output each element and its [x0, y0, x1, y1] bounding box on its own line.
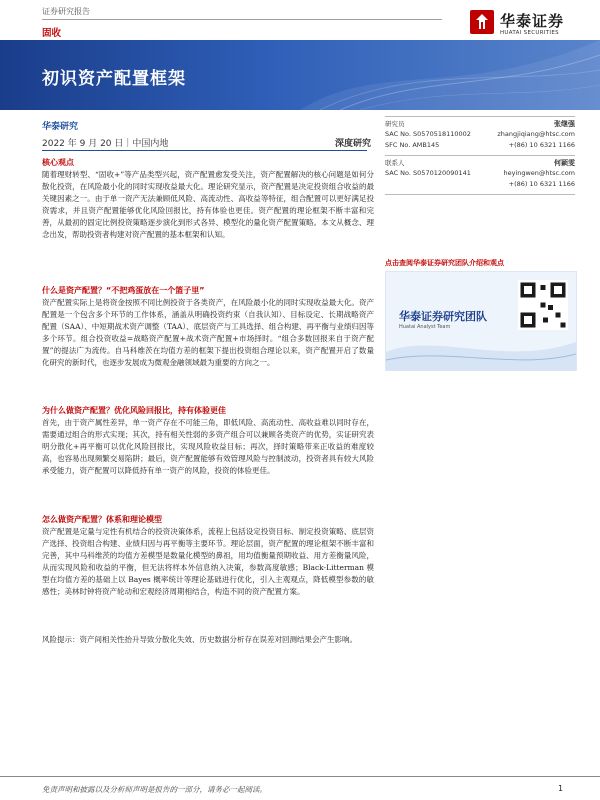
analyst-1-row-1 [385, 119, 575, 128]
section-heading-how: 怎么做资产配置？体系和理论模型 [42, 515, 162, 524]
huatai-logo-icon [470, 10, 494, 34]
title-banner [0, 40, 600, 110]
page-number: 1 [558, 784, 564, 793]
analyst-2-row-2 [385, 169, 575, 177]
analyst-phone: +(86) 10 6321 1166 [508, 141, 575, 149]
analyst-role: 研究员 [385, 120, 405, 128]
logo-chinese-text: 华泰证券 [500, 12, 565, 30]
qr-caption-link[interactable]: 点击查阅华泰证券研究团队介绍和观点 [385, 259, 504, 267]
section-heading-what: 什么是资产配置？“不把鸡蛋放在一个篮子里” [42, 286, 205, 295]
huatai-logo [470, 8, 585, 44]
date-region: 2022 年 9 月 20 日｜中国内地 [42, 139, 169, 149]
analyst-email-link[interactable]: zhangjiqiang@htsc.com [497, 130, 575, 138]
report-type-label: 证券研究报告 [42, 7, 90, 16]
section-heading-core: 核心观点 [42, 158, 74, 167]
top-divider [42, 19, 442, 20]
qr-team-card[interactable] [385, 271, 577, 371]
page-title: 初识资产配置框架 [42, 69, 186, 89]
analyst-sfc: SFC No. AMB145 [385, 141, 440, 149]
section-body-why: 首先，由于资产属性差异，单一资产存在不可能三角，即低风险、高流动性、高收益难以同时存在，需要通过组合的形式实现；其次，持有相关性弱的多资产组合可以兼顾各类资产的优势，实证研究表明分散化+再平衡可以优化风险回报比，实现风险收益目标；再次，择时策略带来正收益的难度较高，也容易出现频繁交易陷阱；最后，资产配置能够有效管理风险与控制波动，投资者具有较大风险承受能力，资产配置可以降低持有单一资产的风险，投资的体验更佳。 [42, 418, 374, 475]
meta-divider [42, 150, 367, 151]
research-label: 华泰研究 [42, 122, 79, 132]
analyst-divider [385, 194, 575, 195]
risk-warning: 风险提示：资产间相关性抬升导致分散化失效、历史数据分析存在误差对回测结果会产生影响。 [42, 635, 357, 644]
analyst-2-row-1 [385, 158, 575, 167]
logo-english-text: HUATAI SECURITIES [500, 30, 559, 36]
qr-card-subtitle: Huatai Analyst Team [399, 324, 451, 330]
analyst-sac: SAC No. S0570120090141 [385, 169, 471, 177]
disclaimer-text: 免责声明和披露以及分析师声明是报告的一部分，请务必一起阅读。 [42, 785, 267, 794]
section-body-what: 资产配置实际上是将资金按照不同比例投资于各类资产，在风险最小化的同时实现收益最大化。资产配置是一个包含多个环节的工作体系，涵盖从明确投资约束（自我认知）、目标设定、长期战略资产配置（SAA）、中短期战术资产调整（TAA）、底层资产与工具选择、组合构建、再平衡与业绩归因等多个环节。组合投资收益=战略资产配置+战术资产配置+市场择时。“组合多数回报来自于资产配置”的提法广为流传。自马科维茨在均值方差的框架下提出投资组合理论以来，资产配置开启了数量化研究的新时代，也逐步发展成为微观金融领域最为重要的方向之一。 [42, 298, 374, 367]
category-tag: 固收 [42, 28, 62, 39]
report-depth-label: 深度研究 [335, 139, 372, 149]
banner-decoration [300, 40, 600, 110]
analyst-name: 张继强 [554, 120, 575, 128]
analyst-role: 联系人 [385, 159, 405, 167]
qr-code-icon [518, 280, 568, 330]
qr-card-title: 华泰证券研究团队 [399, 310, 487, 323]
analyst-name: 何颖雯 [554, 159, 575, 167]
footer-divider [0, 776, 600, 777]
analyst-1-row-2 [385, 130, 575, 138]
section-body-how: 资产配置是定量与定性有机结合的投资决策体系，流程上包括设定投资目标、制定投资策略、底层资产选择、投资组合构建、业绩归因与再平衡等主要环节。理论层面，资产配置的理论框架不断丰富和完善，其中马科维茨的均值方差模型是数量化模型的鼻祖，用均值衡量预期收益、用方差衡量风险，从而实现风险和收益的平衡，但无法将样本外信息纳入决策，参数高度敏感；Black-Litterman 模型在均值方差的基础上以 Bayes 概率统计等理论基础进行优化，引入主观观点，降低模型参数的敏感性；美林时钟将资产轮动和宏观经济周期相结合，构造不同的资产配置方案。 [42, 527, 374, 596]
analyst-divider [385, 116, 575, 117]
analyst-phone: +(86) 10 6321 1166 [508, 180, 575, 188]
section-heading-why: 为什么做资产配置？优化风险回报比，持有体验更佳 [42, 406, 226, 415]
analyst-divider [385, 155, 575, 156]
analyst-email-link[interactable]: heyingwen@htsc.com [503, 169, 575, 177]
analyst-sac: SAC No. S0570518110002 [385, 130, 471, 138]
section-body-core: 随着理财转型、“固收+”等产品类型兴起，资产配置愈发受关注，资产配置解决的核心问题是如何分散化投资，在风险最小化的同时实现收益最大化。理论研究显示，资产配置是决定投资组合收益的最关键因素之一。由于单一资产无法兼顾低风险、高流动性、高收益等特征，组合配置可以更好满足投资需求，并且资产配置能够优化风险回报比，持有体验也更佳。资产配置的理论框架不断丰富和完善，从最初的固定比例投资策略逐步演化到形式各异、模型化的量化资产配置策略。本文从概念、理念出发，帮助投资者构建对资产配置的基本框架和认知。 [42, 170, 374, 239]
analyst-1-row-3 [385, 141, 575, 149]
analyst-panel [385, 116, 575, 251]
